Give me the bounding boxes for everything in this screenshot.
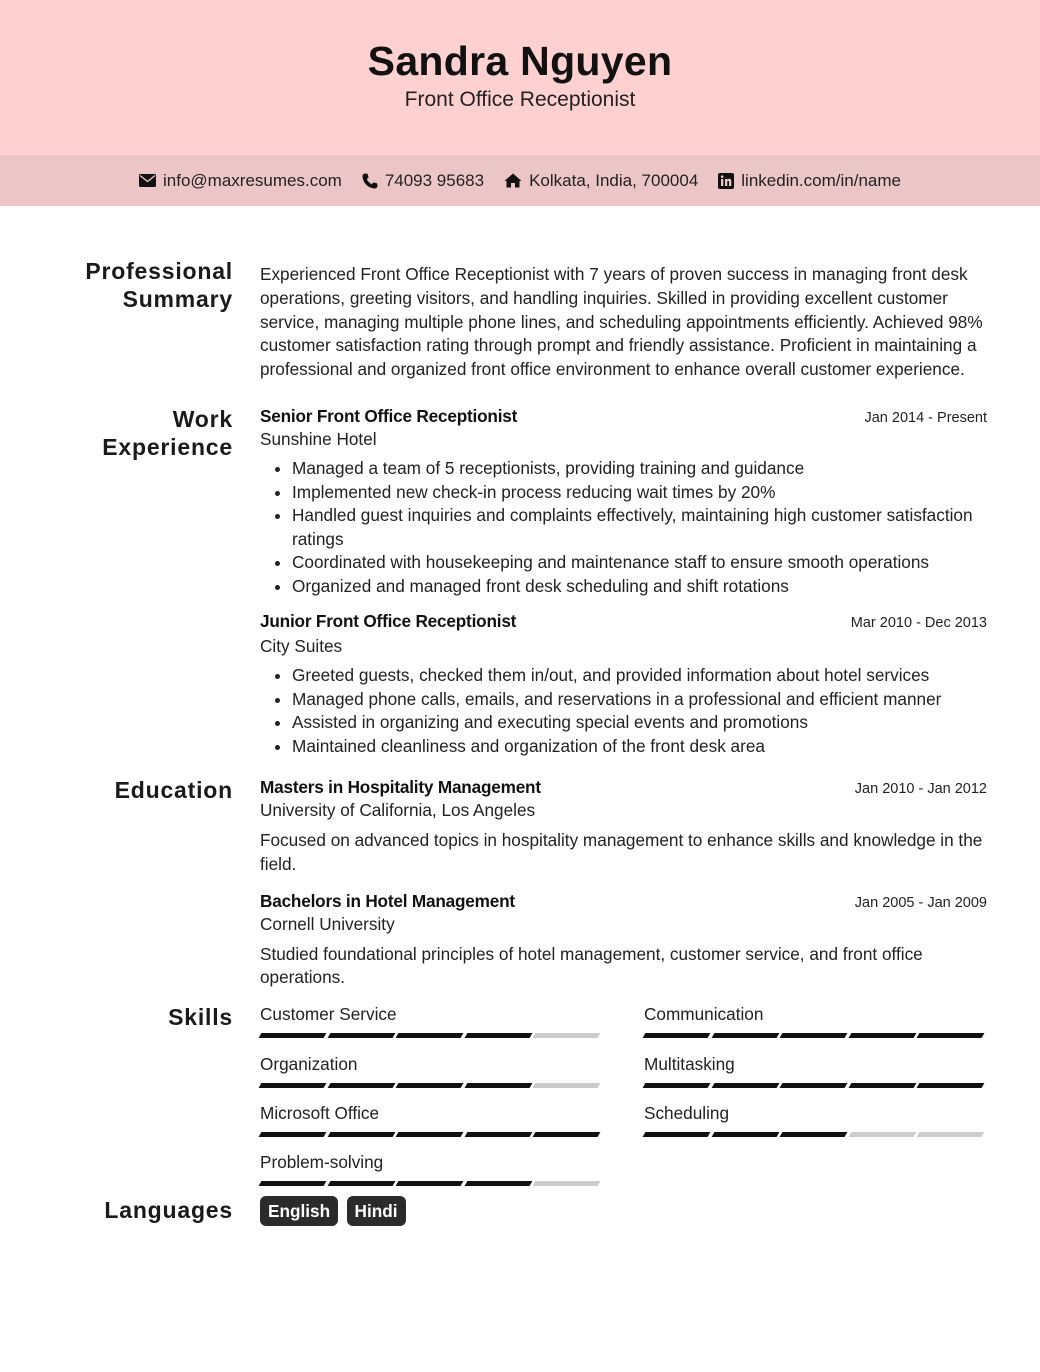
job-bullet: • Coordinated with housekeeping and maintenance staff to ensure smooth operations: [292, 551, 987, 575]
degree-title: Bachelors in Hotel Management: [260, 890, 515, 911]
resume-header: [0, 0, 1040, 155]
skill-item: [260, 1053, 603, 1088]
school-name: University of California, Los Angeles: [260, 800, 536, 820]
skill-segment-empty: [533, 1181, 600, 1186]
job-company: Sunshine Hotel: [260, 429, 377, 449]
skill-level-bar: [644, 1132, 987, 1137]
job-bullet: • Organized and managed front desk scheduling and shift rotations: [292, 575, 987, 599]
language-badge: Hindi: [347, 1196, 406, 1226]
skill-segment-filled: [780, 1132, 847, 1137]
skill-segment-filled: [711, 1033, 778, 1038]
degree-title: Masters in Hospitality Management: [260, 777, 541, 797]
skill-segment-filled: [533, 1132, 600, 1137]
skill-level-bar: [260, 1033, 603, 1038]
skill-segment-filled: [917, 1083, 984, 1088]
skill-item: [644, 1053, 987, 1088]
skill-name: Communication: [644, 1004, 764, 1024]
skill-segment-filled: [643, 1083, 710, 1088]
skill-segment-filled: [464, 1132, 531, 1137]
skill-name: Scheduling: [644, 1103, 730, 1123]
job-bullet: • Greeted guests, checked them in/out, and provided information about hotel services: [292, 664, 987, 688]
skill-item: [260, 1003, 603, 1038]
skill-segment-filled: [464, 1181, 531, 1186]
job-bullet: • Assisted in organizing and executing special events and promotions: [292, 711, 987, 735]
skill-segment-empty: [917, 1132, 984, 1137]
skill-segment-filled: [464, 1083, 531, 1088]
school-name: Cornell University: [260, 913, 395, 934]
education-date: Jan 2005 - Jan 2009: [854, 894, 987, 911]
skill-item: [644, 1102, 987, 1137]
contact-email-text: info@maxresumes.com: [163, 170, 342, 190]
candidate-name: Sandra Nguyen: [367, 38, 673, 84]
education-date: Jan 2010 - Jan 2012: [854, 781, 987, 797]
skill-segment-filled: [643, 1033, 710, 1038]
phone-icon: [362, 173, 378, 189]
skill-segment-filled: [396, 1181, 463, 1186]
skill-segment-filled: [327, 1083, 394, 1088]
skill-segment-filled: [711, 1083, 778, 1088]
education-heading: Education: [114, 777, 233, 803]
skill-segment-filled: [464, 1033, 531, 1038]
job-bullet: • Implemented new check-in process reducing wait times by 20%: [292, 481, 987, 505]
contact-bar: [0, 155, 1040, 206]
skill-segment-filled: [780, 1033, 847, 1038]
candidate-title: Front Office Receptionist: [404, 88, 636, 111]
education-entry: [260, 776, 987, 877]
education-entry: [260, 890, 987, 991]
skill-segment-empty: [533, 1083, 600, 1088]
skill-name: Microsoft Office: [260, 1103, 380, 1123]
skill-name: Customer Service: [260, 1004, 397, 1024]
skill-item: [260, 1102, 603, 1137]
skill-level-bar: [260, 1083, 603, 1088]
experience-heading: Work Experience: [102, 406, 233, 460]
skill-name: Multitasking: [644, 1054, 735, 1074]
skill-segment-filled: [643, 1132, 710, 1137]
contact-location: [504, 171, 698, 191]
skill-segment-filled: [327, 1033, 394, 1038]
skill-segment-filled: [848, 1033, 915, 1038]
skill-segment-filled: [327, 1132, 394, 1137]
home-icon: [504, 173, 522, 188]
contact-phone[interactable]: [362, 171, 484, 191]
skill-segment-filled: [259, 1083, 326, 1088]
skill-segment-filled: [259, 1132, 326, 1137]
skill-segment-empty: [848, 1132, 915, 1137]
skill-segment-filled: [917, 1033, 984, 1038]
job-date: Jan 2014 - Present: [864, 410, 987, 426]
contact-phone-text: 74093 95683: [384, 170, 485, 190]
skill-level-bar: [260, 1132, 603, 1137]
skills-heading: Skills: [168, 1004, 233, 1030]
contact-linkedin[interactable]: [718, 171, 901, 191]
job-entry: [260, 610, 987, 758]
job-bullet: • Managed a team of 5 receptionists, providing training and guidance: [292, 457, 987, 481]
skill-level-bar: [644, 1033, 987, 1038]
skill-segment-filled: [327, 1181, 394, 1186]
job-company: City Suites: [260, 636, 343, 656]
contact-linkedin-text: linkedin.com/in/name: [741, 170, 901, 190]
job-title: Junior Front Office Receptionist: [260, 611, 517, 631]
skill-segment-filled: [396, 1033, 463, 1038]
skill-name: Organization: [260, 1054, 358, 1074]
summary-heading: Professional Summary: [85, 258, 233, 312]
job-bullet: • Managed phone calls, emails, and reservations in a professional and efficient manner: [292, 688, 987, 712]
skill-level-bar: [644, 1083, 987, 1088]
skill-segment-filled: [259, 1033, 326, 1038]
languages-heading: Languages: [104, 1197, 233, 1223]
language-badge: English: [260, 1196, 338, 1226]
skill-segment-filled: [848, 1083, 915, 1088]
job-bullet: • Handled guest inquiries and complaints effectively, maintaining high customer satisfaction ratings: [292, 504, 987, 551]
contact-email[interactable]: [139, 171, 342, 191]
summary-text: Experienced Front Office Receptionist with 7 years of proven success in managing front desk operations, greeting visitors, and handling inquiries. Skilled in providing excellent customer service, managing multiple phone lines, and scheduling appointments efficiently. Achieved 98% customer satisfaction rating through prompt and friendly assistance. Proficient in maintaining a professional and organized front office environment to enhance overall customer experience.: [260, 264, 983, 380]
education-description: Focused on advanced topics in hospitality management to enhance skills and knowledge in the field.: [260, 830, 983, 874]
envelope-icon: [139, 174, 156, 187]
job-entry: [260, 405, 987, 598]
skills-grid: [260, 1003, 987, 1193]
linkedin-icon: [718, 173, 734, 189]
skills-section: [0, 1003, 1040, 1193]
skill-segment-filled: [396, 1132, 463, 1137]
skill-name: Problem-solving: [260, 1152, 384, 1172]
job-bullets: [260, 664, 987, 758]
skill-segment-filled: [396, 1083, 463, 1088]
education-description: Studied foundational principles of hotel management, customer service, and front office operations.: [260, 943, 923, 988]
skill-segment-filled: [259, 1181, 326, 1186]
skill-segment-filled: [780, 1083, 847, 1088]
skill-item: [644, 1003, 987, 1038]
contact-location-text: Kolkata, India, 700004: [529, 170, 699, 190]
job-title: Senior Front Office Receptionist: [260, 406, 518, 426]
skill-segment-empty: [533, 1033, 600, 1038]
skill-segment-filled: [711, 1132, 778, 1137]
skill-level-bar: [260, 1181, 603, 1186]
job-bullet: • Maintained cleanliness and organization of the front desk area: [292, 735, 987, 759]
job-date: Mar 2010 - Dec 2013: [850, 615, 987, 631]
skill-item: [260, 1151, 603, 1186]
job-bullets: [260, 457, 987, 598]
